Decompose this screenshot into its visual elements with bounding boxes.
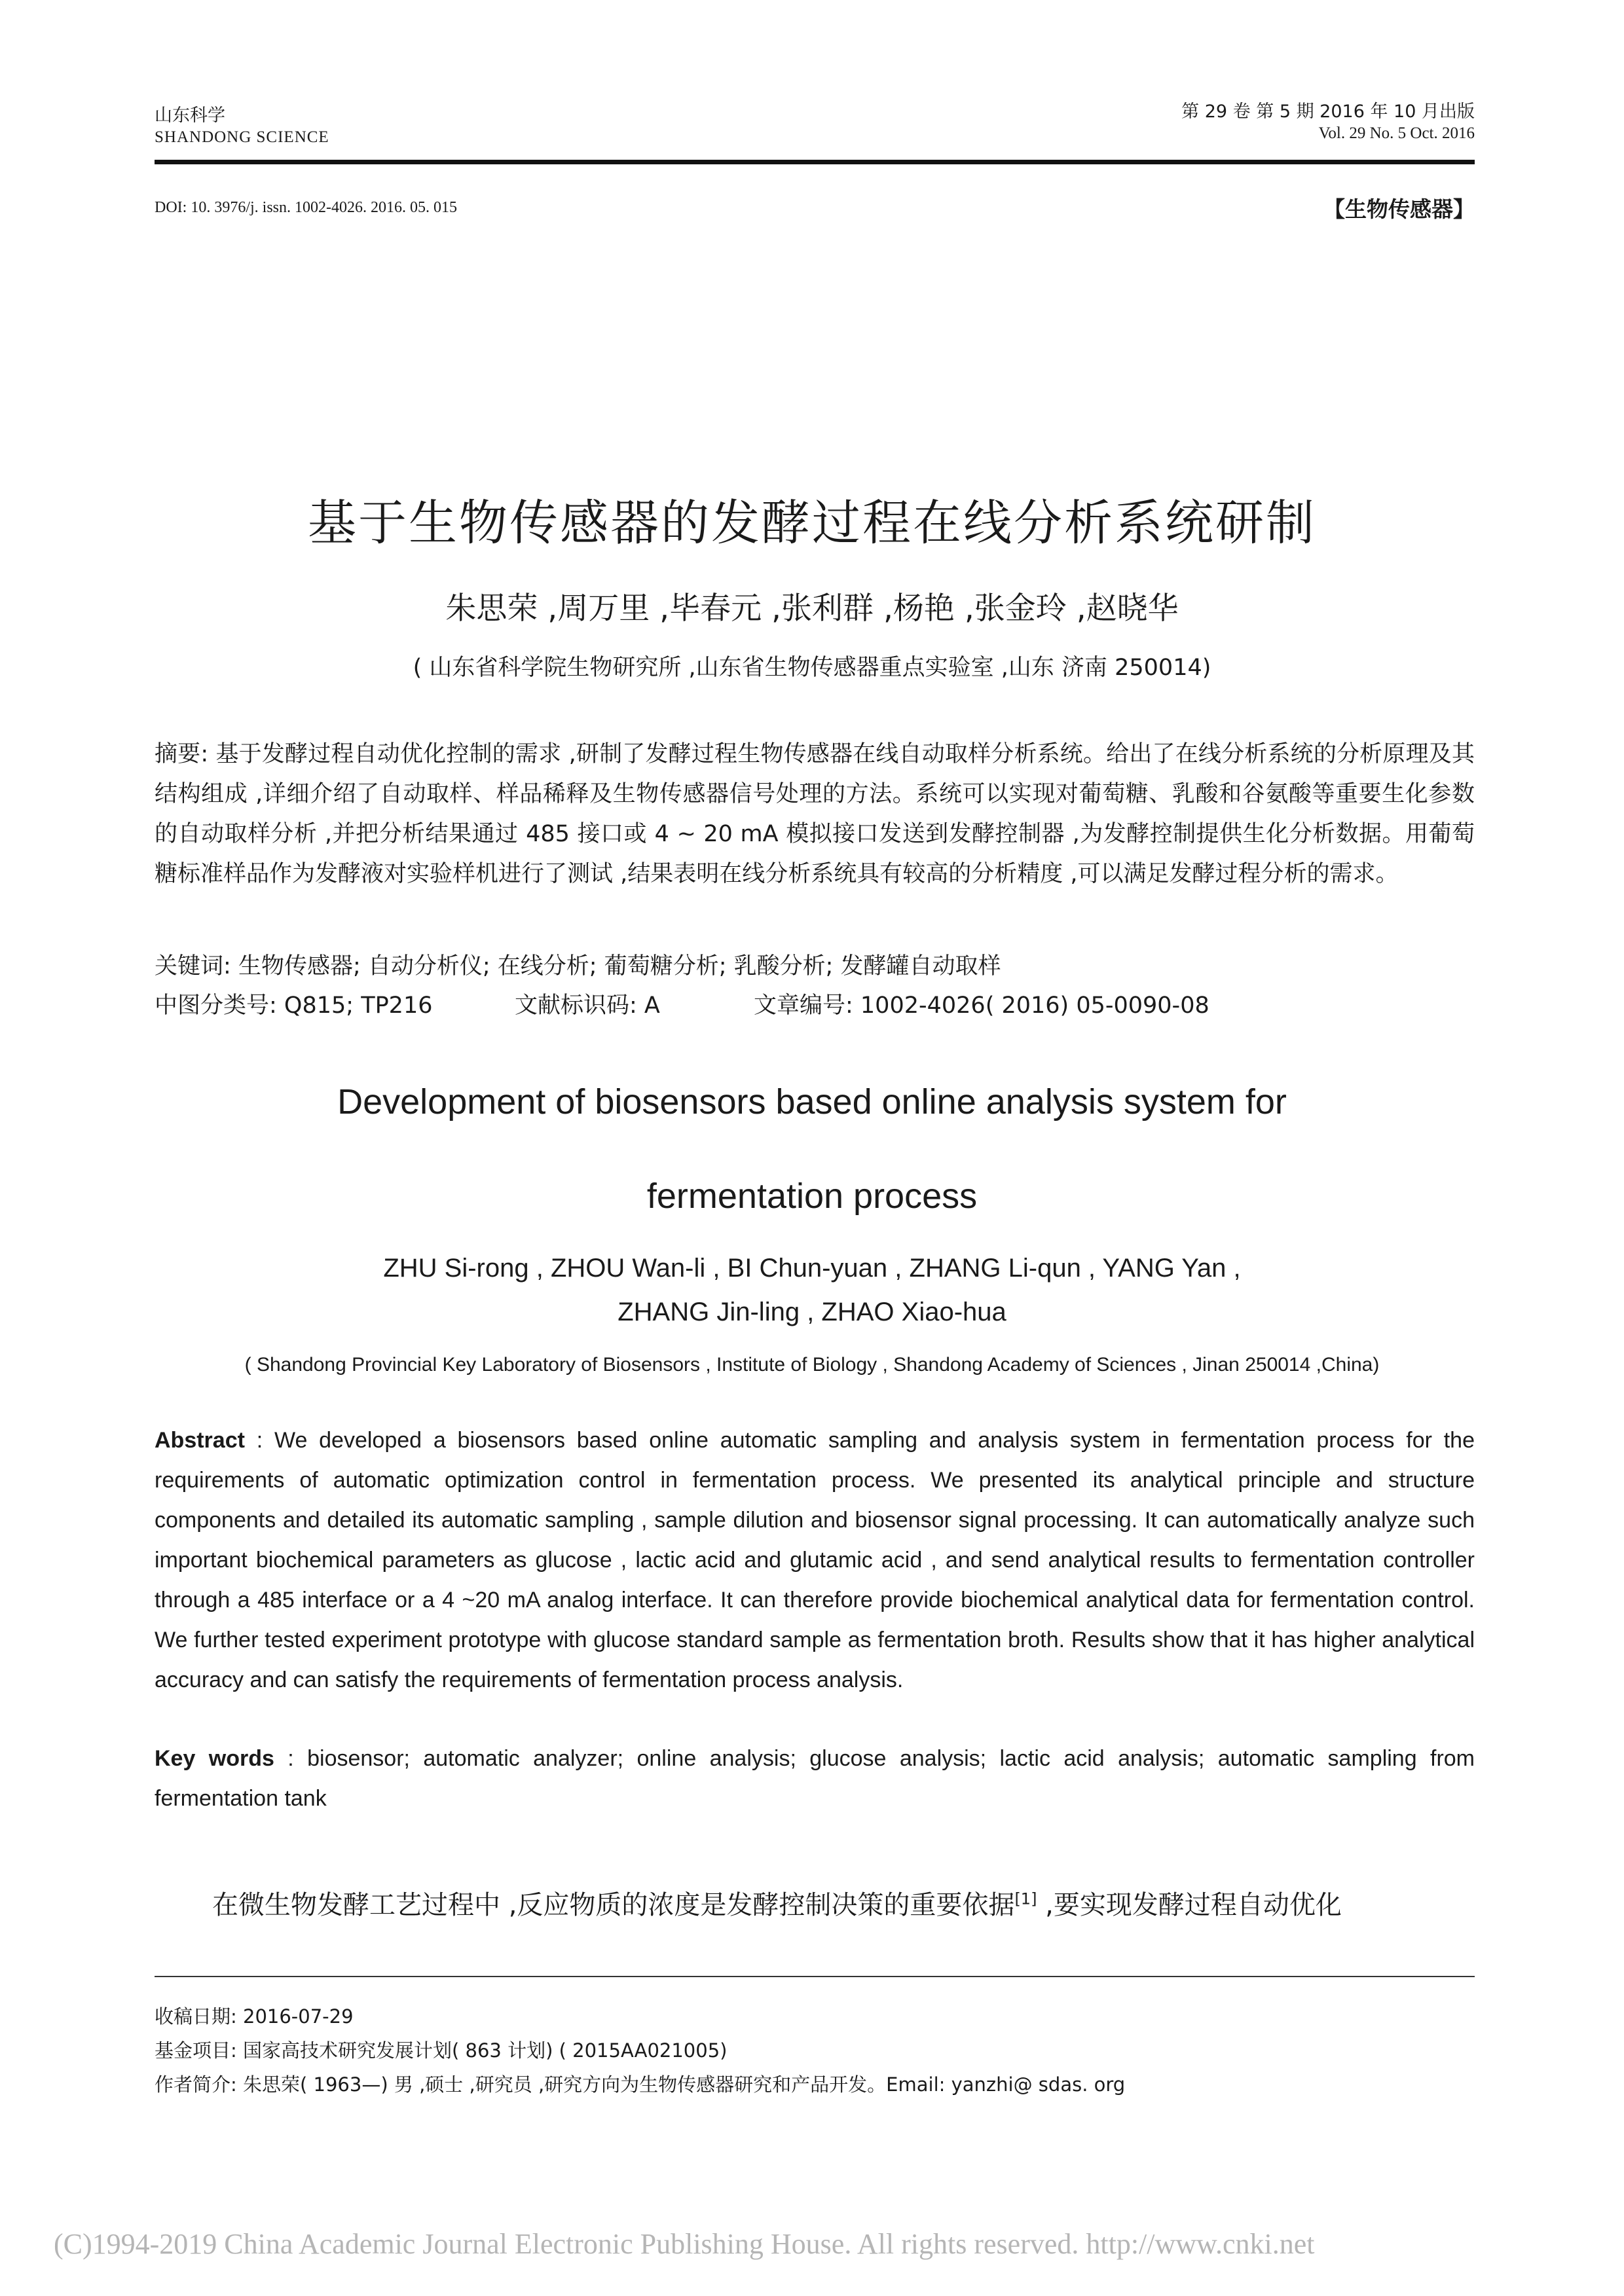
title-en-line-1: Development of biosensors based online analysis system for: [337, 1082, 1287, 1121]
footnote-fund: 基金项目: 国家高技术研究发展计划( 863 计划) ( 2015AA021005): [155, 2039, 728, 2062]
issue-info-en: Vol. 29 No. 5 Oct. 2016: [1318, 124, 1475, 142]
keywords-en-text: biosensor; automatic analyzer; online analysis; glucose analysis; lactic acid analysis; automatic sampling from fermentation tank: [155, 1746, 1475, 1811]
keywords-en-label: Key words: [155, 1746, 274, 1771]
authors-en-line-2: ZHANG Jin-ling , ZHAO Xiao-hua: [618, 1298, 1006, 1326]
authors: 朱思荣 ,周万里 ,毕春元 ,张利群 ,杨艳 ,张金玲 ,赵晓华: [445, 591, 1179, 627]
body-text: 在微生物发酵工艺过程中 ,反应物质的浓度是发酵控制决策的重要依据: [212, 1890, 1015, 1920]
article-number: 文章编号: 1002-4026( 2016) 05-0090-08: [754, 993, 1209, 1019]
abstract-en-text: We developed a biosensors based online automatic sampling and analysis system in fermentation process for the requirements of automatic optimization control in fermentation process. We presented its analytical principle and structure components and detailed its automatic sampling , sample dilution and biosensor signal processing. It can automatically analyze such important biochemical parameters as glucose , lactic acid and glutamic acid , and send analytical results to fermentation controller through a 485 interface or a 4 ~20 mA analog interface. It can therefore provide biochemical analytical data for fermentation control. We further tested experiment prototype with glucose standard sample as fermentation broth. Results show that it has higher analytical accuracy and can satisfy the requirements of fermentation process analysis.: [155, 1428, 1475, 1692]
affiliation: ( 山东省科学院生物研究所 ,山东省生物传感器重点实验室 ,山东 济南 250014): [413, 655, 1211, 681]
keywords-cn: [155, 947, 1475, 987]
abstract-en: [155, 1421, 1475, 1700]
keywords-cn-text: 生物传感器; 自动分析仪; 在线分析; 葡萄糖分析; 乳酸分析; 发酵罐自动取样: [238, 953, 1001, 979]
footnote-author-bio: 作者简介: 朱思荣( 1963—) 男 ,硕士 ,研究员 ,研究方向为生物传感器研究和产品开发。Email: yanzhi@ sdas. org: [155, 2073, 1126, 2096]
clc-number: 中图分类号: Q815; TP216: [155, 993, 433, 1019]
body-first-line: [155, 1884, 1475, 1922]
footnote-received-date: 收稿日期: 2016-07-29: [155, 2005, 354, 2028]
footnote-rule: [155, 1976, 1475, 1977]
abstract-en-sep: :: [244, 1428, 274, 1453]
authors-en-line-1: ZHU Si-rong , ZHOU Wan-li , BI Chun-yuan , ZHANG Li-qun , YANG Yan ,: [383, 1254, 1241, 1283]
title-en-line-2: fermentation process: [646, 1176, 978, 1216]
body-text-continued: ,要实现发酵过程自动优化: [1037, 1890, 1342, 1920]
journal-name-cn: 山东科学: [155, 105, 225, 126]
issue-info-cn: 第 29 卷 第 5 期 2016 年 10 月出版: [1181, 101, 1475, 122]
affiliation-en: ( Shandong Provincial Key Laboratory of Biosensors , Institute of Biology , Shandong Academy of Sciences , Jinan 250014 ,China): [244, 1354, 1380, 1376]
section-tag: 【生物传感器】: [1323, 196, 1475, 222]
keywords-cn-label: 关键词:: [155, 953, 231, 979]
keywords-en: [155, 1739, 1475, 1819]
header-rule: [155, 160, 1475, 164]
abstract-cn: [155, 735, 1475, 894]
journal-name-en: SHANDONG SCIENCE: [155, 128, 329, 146]
keywords-en-sep: :: [274, 1746, 308, 1771]
abstract-en-label: Abstract: [155, 1428, 245, 1453]
paper-title: 基于生物传感器的发酵过程在线分析系统研制: [308, 495, 1316, 551]
copyright-watermark: (C)1994-2019 China Academic Journal Electronic Publishing House. All rights reserved. http://www.cnki.net: [54, 2228, 1315, 2260]
document-code: 文献标识码: A: [515, 993, 660, 1019]
classification-line: [155, 986, 1475, 1026]
abstract-cn-text: 基于发酵过程自动优化控制的需求 ,研制了发酵过程生物传感器在线自动取样分析系统。给出了在线分析系统的分析原理及其结构组成 ,详细介绍了自动取样、样品稀释及生物传感器信号处理的方法。系统可以实现对葡萄糖、乳酸和谷氨酸等重要生化参数的自动取样分析 ,并把分析结果通过 485 接口或 4 ~ 20 mA 模拟接口发送到发酵控制器 ,为发酵控制提供生化分析数据。用葡萄糖标准样品作为发酵液对实验样机进行了测试 ,结果表明在线分析系统具有较高的分析精度 ,可以满足发酵过程分析的需求。: [155, 741, 1475, 887]
abstract-cn-label: 摘要:: [155, 741, 209, 767]
citation-ref: [1]: [1014, 1889, 1037, 1908]
doi: DOI: 10. 3976/j. issn. 1002-4026. 2016. 05. 015: [155, 199, 457, 216]
